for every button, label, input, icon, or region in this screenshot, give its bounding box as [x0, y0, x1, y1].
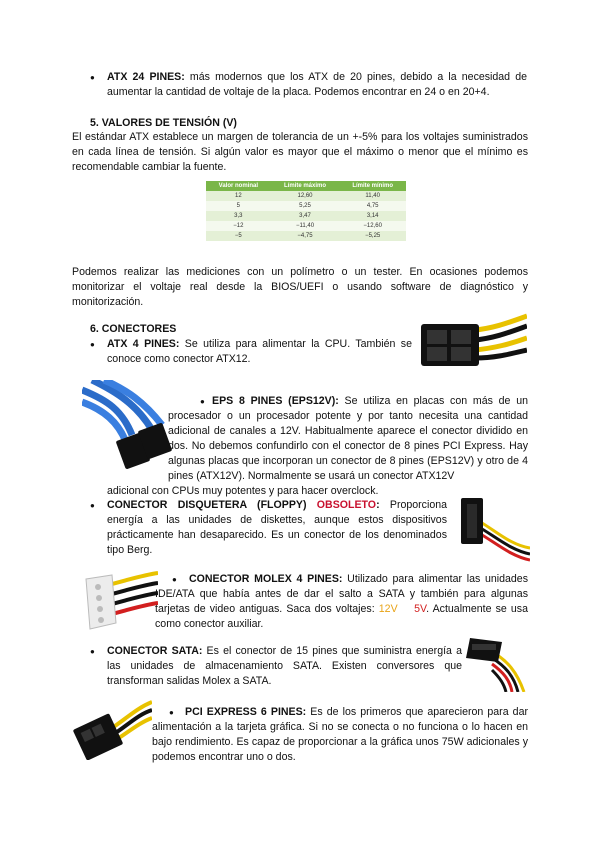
floppy-connector-image	[455, 490, 530, 562]
section5-heading: 5. VALORES DE TENSIÓN (V)	[90, 117, 237, 129]
table-cell: −11,40	[271, 221, 340, 231]
header-nominal: Valor nominal	[206, 181, 271, 191]
molex-end: . Actualmente se usa como conector auxiliar.	[155, 603, 528, 630]
molex-item	[155, 572, 528, 632]
table-cell: 3,14	[339, 211, 406, 221]
sata-connector-image	[462, 632, 532, 692]
table-cell: 5,25	[271, 201, 340, 211]
atx4-label: ATX 4 PINES:	[107, 338, 180, 350]
section6-heading: 6. CONECTORES	[90, 323, 177, 335]
sata-item	[107, 644, 462, 689]
molex-label: CONECTOR MOLEX 4 PINES:	[189, 573, 343, 585]
voltage-12v: 12V	[378, 603, 398, 615]
pcie6-label: PCI EXPRESS 6 PINES:	[185, 706, 307, 718]
pcie6-text: Es de los primeros que aparecieron para dar alimentación a la tarjeta gráfica. Si no se conecta o no funciona o lo hacen en bajo rendimiento. Es capaz de proporcionar a la gráfica unos 75W adicionales y podemos encontrar uno o dos.	[152, 706, 528, 763]
table-cell: −4,75	[271, 231, 340, 241]
pcie6-item	[152, 705, 528, 765]
bullet-icon: ●	[169, 708, 174, 717]
table-cell: −5,25	[339, 231, 406, 241]
atx4-item	[107, 337, 412, 367]
table-cell: 11,40	[339, 191, 406, 201]
table-cell: 5	[206, 201, 271, 211]
molex-text: Utilizado para alimentar las unidades IDE/ATA que había antes de dar el salto a SATA y también para algunas tarjetas de video antiguas. Saca dos voltajes:	[155, 573, 528, 615]
table-cell: 3,3	[206, 211, 271, 221]
voltage-table	[206, 181, 406, 241]
table-row	[206, 191, 406, 201]
table-row	[206, 211, 406, 221]
floppy-label: CONECTOR DISQUETERA (FLOPPY)	[107, 499, 307, 511]
voltage-table-header	[206, 181, 406, 191]
molex-connector-image	[78, 565, 158, 637]
table-row	[206, 201, 406, 211]
table-cell: 12,60	[271, 191, 340, 201]
measure-paragraph: Podemos realizar las mediciones con un polímetro o un tester. En ocasiones podemos monitorizar el voltaje real desde la BIOS/UEFI o usando software de diagnóstico y monitorización.	[72, 266, 528, 308]
sata-text: Es el conector de 15 pines que suministra energía a las unidades de almacenamiento SATA. Existen conversores que transforman salidas Molex a SATA.	[107, 645, 462, 687]
table-cell: 4,75	[339, 201, 406, 211]
floppy-colon: :	[376, 499, 380, 511]
atx4-connector-image	[415, 310, 527, 378]
pcie6-connector-image	[72, 698, 152, 760]
obsolete-badge: OBSOLETO	[316, 499, 377, 511]
floppy-text: Proporciona energía a las unidades de diskettes, aunque estos dispositivos prácticamente han desaparecido. Es un conector de los denominados tipo Berg.	[107, 499, 447, 556]
atx24-item	[107, 70, 527, 100]
atx4-text: Se utiliza para alimentar la CPU. También se conoce como conector ATX12.	[107, 338, 412, 365]
table-cell: −12	[206, 221, 271, 231]
eps8-continuation: adicional con CPUs muy potentes y para hacer overclock.	[107, 485, 379, 497]
eps8-cables-image	[82, 380, 172, 480]
header-max: Límite máximo	[271, 181, 340, 191]
table-cell: 3,47	[271, 211, 340, 221]
eps8-item	[168, 394, 528, 484]
bullet-icon: ●	[172, 575, 177, 584]
section5-intro: El estándar ATX establece un margen de tolerancia de un +-5% para los voltajes suministrados en cada línea de tensión. Si algún valor es mayor que el máximo o menor que el mínimo es recomendable cambiar la fuente.	[72, 131, 528, 173]
bullet-icon: ●	[200, 397, 205, 406]
table-cell: −5	[206, 231, 271, 241]
voltage-5v: 5V	[414, 603, 427, 615]
sata-label: CONECTOR SATA:	[107, 645, 203, 657]
atx24-text: más modernos que los ATX de 20 pines, debido a la necesidad de aumentar la cantidad de voltaje de la placa. Podemos encontrar en 24 o en 20+4.	[107, 71, 527, 98]
eps8-text: Se utiliza en placas con más de un procesador o un procesador potente y por tanto necesita una cantidad adicional de canales a 12V. Habitualmente aparece el conector dividido en dos. No debemos confundirlo con el conector de 8 pines PCI Express. Hay algunas placas que incorporan un conector de 8 pines (EPS12V) y otro de 4 pines (ATX12V). Normalmente se usará un conector ATX12V	[168, 395, 528, 482]
table-cell: −12,60	[339, 221, 406, 231]
table-row	[206, 231, 406, 241]
atx24-label: ATX 24 PINES:	[107, 71, 185, 83]
floppy-item	[107, 498, 447, 558]
table-row	[206, 221, 406, 231]
header-min: Límite mínimo	[339, 181, 406, 191]
eps8-label: EPS 8 PINES (EPS12V):	[212, 395, 339, 407]
table-cell: 12	[206, 191, 271, 201]
